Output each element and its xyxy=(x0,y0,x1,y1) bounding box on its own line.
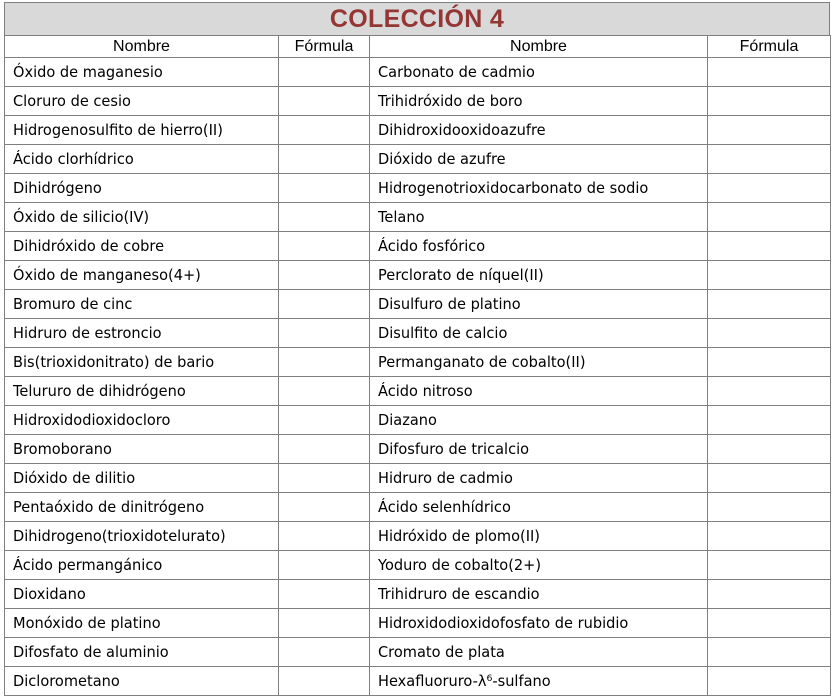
table-row xyxy=(5,290,831,319)
table-row xyxy=(5,406,831,435)
formula-cell-right[interactable] xyxy=(708,348,831,377)
compound-name-left: Dioxidano xyxy=(5,580,279,609)
formula-cell-left[interactable] xyxy=(279,551,370,580)
formula-cell-left[interactable] xyxy=(279,145,370,174)
formula-cell-right[interactable] xyxy=(708,232,831,261)
header-row xyxy=(5,36,831,58)
formula-cell-left[interactable] xyxy=(279,435,370,464)
table-row xyxy=(5,638,831,667)
compound-name-left: Hidrogenosulfito de hierro(II) xyxy=(5,116,279,145)
table-row xyxy=(5,174,831,203)
formula-cell-right[interactable] xyxy=(708,493,831,522)
formula-cell-left[interactable] xyxy=(279,580,370,609)
compound-name-right: Ácido nitroso xyxy=(370,377,708,406)
compound-name-left: Óxido de silicio(IV) xyxy=(5,203,279,232)
table-row xyxy=(5,377,831,406)
compound-name-left: Bis(trioxidonitrato) de bario xyxy=(5,348,279,377)
compound-name-right: Carbonato de cadmio xyxy=(370,58,708,87)
worksheet xyxy=(4,2,830,696)
compound-name-right: Diazano xyxy=(370,406,708,435)
formula-cell-left[interactable] xyxy=(279,319,370,348)
header-name-right: Nombre xyxy=(370,36,708,58)
compound-name-left: Difosfato de aluminio xyxy=(5,638,279,667)
table-row xyxy=(5,493,831,522)
formula-cell-left[interactable] xyxy=(279,377,370,406)
table-row xyxy=(5,58,831,87)
nomenclature-table xyxy=(4,35,831,696)
formula-cell-left[interactable] xyxy=(279,406,370,435)
table-row xyxy=(5,261,831,290)
compound-name-left: Bromuro de cinc xyxy=(5,290,279,319)
compound-name-left: Dihidrógeno xyxy=(5,174,279,203)
formula-cell-left[interactable] xyxy=(279,522,370,551)
compound-name-right: Disulfito de calcio xyxy=(370,319,708,348)
formula-cell-right[interactable] xyxy=(708,435,831,464)
header-formula-left: Fórmula xyxy=(279,36,370,58)
compound-name-right: Cromato de plata xyxy=(370,638,708,667)
formula-cell-left[interactable] xyxy=(279,493,370,522)
table-row xyxy=(5,348,831,377)
formula-cell-left[interactable] xyxy=(279,348,370,377)
compound-name-right: Hidrogenotrioxidocarbonato de sodio xyxy=(370,174,708,203)
table-row xyxy=(5,609,831,638)
formula-cell-left[interactable] xyxy=(279,174,370,203)
compound-name-right: Permanganato de cobalto(II) xyxy=(370,348,708,377)
compound-name-right: Ácido selenhídrico xyxy=(370,493,708,522)
table-row xyxy=(5,319,831,348)
table-row xyxy=(5,87,831,116)
formula-cell-right[interactable] xyxy=(708,261,831,290)
compound-name-left: Telururo de dihidrógeno xyxy=(5,377,279,406)
table-row xyxy=(5,145,831,174)
formula-cell-right[interactable] xyxy=(708,319,831,348)
compound-name-right: Yoduro de cobalto(2+) xyxy=(370,551,708,580)
compound-name-left: Dióxido de dilitio xyxy=(5,464,279,493)
formula-cell-right[interactable] xyxy=(708,667,831,696)
compound-name-right: Hidroxidodioxidofosfato de rubidio xyxy=(370,609,708,638)
formula-cell-left[interactable] xyxy=(279,203,370,232)
formula-cell-left[interactable] xyxy=(279,58,370,87)
formula-cell-left[interactable] xyxy=(279,638,370,667)
compound-name-left: Pentaóxido de dinitrógeno xyxy=(5,493,279,522)
compound-name-right: Telano xyxy=(370,203,708,232)
compound-name-left: Diclorometano xyxy=(5,667,279,696)
formula-cell-left[interactable] xyxy=(279,667,370,696)
formula-cell-right[interactable] xyxy=(708,609,831,638)
formula-cell-left[interactable] xyxy=(279,116,370,145)
formula-cell-right[interactable] xyxy=(708,406,831,435)
compound-name-left: Óxido de maganesio xyxy=(5,58,279,87)
formula-cell-left[interactable] xyxy=(279,232,370,261)
formula-cell-right[interactable] xyxy=(708,551,831,580)
header-formula-right: Fórmula xyxy=(708,36,831,58)
compound-name-left: Óxido de manganeso(4+) xyxy=(5,261,279,290)
compound-name-right: Hidróxido de plomo(II) xyxy=(370,522,708,551)
compound-name-right: Perclorato de níquel(II) xyxy=(370,261,708,290)
formula-cell-right[interactable] xyxy=(708,58,831,87)
formula-cell-right[interactable] xyxy=(708,203,831,232)
table-row xyxy=(5,580,831,609)
compound-name-left: Cloruro de cesio xyxy=(5,87,279,116)
table-row xyxy=(5,522,831,551)
formula-cell-right[interactable] xyxy=(708,87,831,116)
formula-cell-right[interactable] xyxy=(708,638,831,667)
compound-name-right: Disulfuro de platino xyxy=(370,290,708,319)
compound-name-left: Bromoborano xyxy=(5,435,279,464)
table-row xyxy=(5,464,831,493)
formula-cell-right[interactable] xyxy=(708,145,831,174)
table-row xyxy=(5,232,831,261)
table-row xyxy=(5,116,831,145)
compound-name-right: Dióxido de azufre xyxy=(370,145,708,174)
formula-cell-left[interactable] xyxy=(279,464,370,493)
compound-name-right: Trihidruro de escandio xyxy=(370,580,708,609)
formula-cell-left[interactable] xyxy=(279,609,370,638)
compound-name-right: Trihidróxido de boro xyxy=(370,87,708,116)
compound-name-right: Ácido fosfórico xyxy=(370,232,708,261)
compound-name-right: Dihidroxidooxidoazufre xyxy=(370,116,708,145)
formula-cell-right[interactable] xyxy=(708,290,831,319)
compound-name-left: Dihidróxido de cobre xyxy=(5,232,279,261)
compound-name-right: Hidruro de cadmio xyxy=(370,464,708,493)
formula-cell-right[interactable] xyxy=(708,522,831,551)
compound-name-left: Hidroxidodioxidocloro xyxy=(5,406,279,435)
compound-name-right: Hexafluoruro-λ⁶-sulfano xyxy=(370,667,708,696)
formula-cell-right[interactable] xyxy=(708,116,831,145)
collection-title: COLECCIÓN 4 xyxy=(4,2,830,35)
table-row xyxy=(5,551,831,580)
compound-name-left: Hidruro de estroncio xyxy=(5,319,279,348)
formula-cell-right[interactable] xyxy=(708,174,831,203)
compound-name-left: Ácido clorhídrico xyxy=(5,145,279,174)
formula-cell-right[interactable] xyxy=(708,377,831,406)
formula-cell-left[interactable] xyxy=(279,87,370,116)
compound-name-left: Monóxido de platino xyxy=(5,609,279,638)
header-name-left: Nombre xyxy=(5,36,279,58)
table-row xyxy=(5,435,831,464)
formula-cell-right[interactable] xyxy=(708,464,831,493)
compound-name-right: Difosfuro de tricalcio xyxy=(370,435,708,464)
formula-cell-right[interactable] xyxy=(708,580,831,609)
table-row xyxy=(5,667,831,696)
table-row xyxy=(5,203,831,232)
compound-name-left: Ácido permangánico xyxy=(5,551,279,580)
formula-cell-left[interactable] xyxy=(279,290,370,319)
compound-name-left: Dihidrogeno(trioxidotelurato) xyxy=(5,522,279,551)
formula-cell-left[interactable] xyxy=(279,261,370,290)
